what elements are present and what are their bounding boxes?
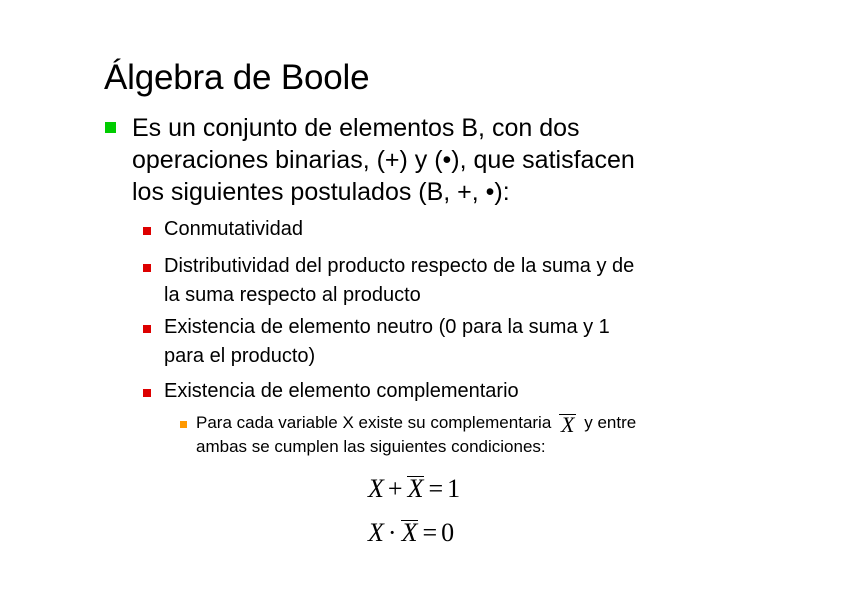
sub-sub-bullet-line: ambas se cumplen las siguientes condiciones: — [196, 437, 546, 456]
eq-complement: X — [401, 518, 418, 547]
sub-bullet-line: Distributividad del producto respecto de la suma y de — [164, 255, 635, 277]
eq-operator: · — [387, 518, 397, 547]
main-bullet-line: operaciones binarias, (+) y (•), que satisfacen — [132, 146, 635, 174]
sub-bullet-line: la suma respecto al producto — [164, 284, 421, 306]
sub-bullet-line: Existencia de elemento complementario — [164, 380, 519, 402]
eq-result: 1 — [447, 474, 461, 503]
sub-sub-bullet-text — [196, 411, 636, 459]
sub-bullet-marker — [143, 264, 151, 272]
sub-bullet-line: Existencia de elemento neutro (0 para la suma y 1 — [164, 316, 610, 338]
sub-sub-bullet-marker — [180, 421, 187, 428]
complement-text-after: y entre — [584, 413, 637, 432]
main-bullet-line: Es un conjunto de elementos B, con dos — [132, 114, 580, 142]
equation-sum — [368, 474, 460, 504]
main-bullet-line: los siguientes postulados (B, +, •): — [132, 178, 510, 206]
sub-bullet-line: para el producto) — [164, 345, 316, 367]
eq-equals: = — [428, 474, 444, 503]
complement-symbol: X — [561, 412, 575, 437]
sub-bullet-distributividad — [164, 252, 634, 310]
eq-operator: + — [387, 474, 403, 503]
sub-bullet-elemento-complementario — [164, 377, 519, 406]
slide-title: Álgebra de Boole — [104, 58, 370, 97]
eq-variable: X — [368, 474, 384, 503]
equation-product — [368, 518, 454, 548]
eq-variable: X — [368, 518, 384, 547]
sub-bullet-line: Conmutatividad — [164, 218, 303, 240]
eq-result: 0 — [441, 518, 455, 547]
sub-bullet-marker — [143, 227, 151, 235]
complement-text-before: Para cada variable X existe su complementaria — [196, 413, 552, 432]
sub-bullet-elemento-neutro — [164, 313, 610, 371]
main-bullet-marker — [105, 122, 116, 133]
eq-complement: X — [407, 474, 424, 503]
eq-equals: = — [422, 518, 438, 547]
sub-bullet-marker — [143, 325, 151, 333]
sub-bullet-marker — [143, 389, 151, 397]
sub-bullet-conmutatividad — [164, 215, 303, 244]
main-bullet-text — [132, 112, 752, 208]
sub-sub-bullet-line — [196, 411, 636, 435]
